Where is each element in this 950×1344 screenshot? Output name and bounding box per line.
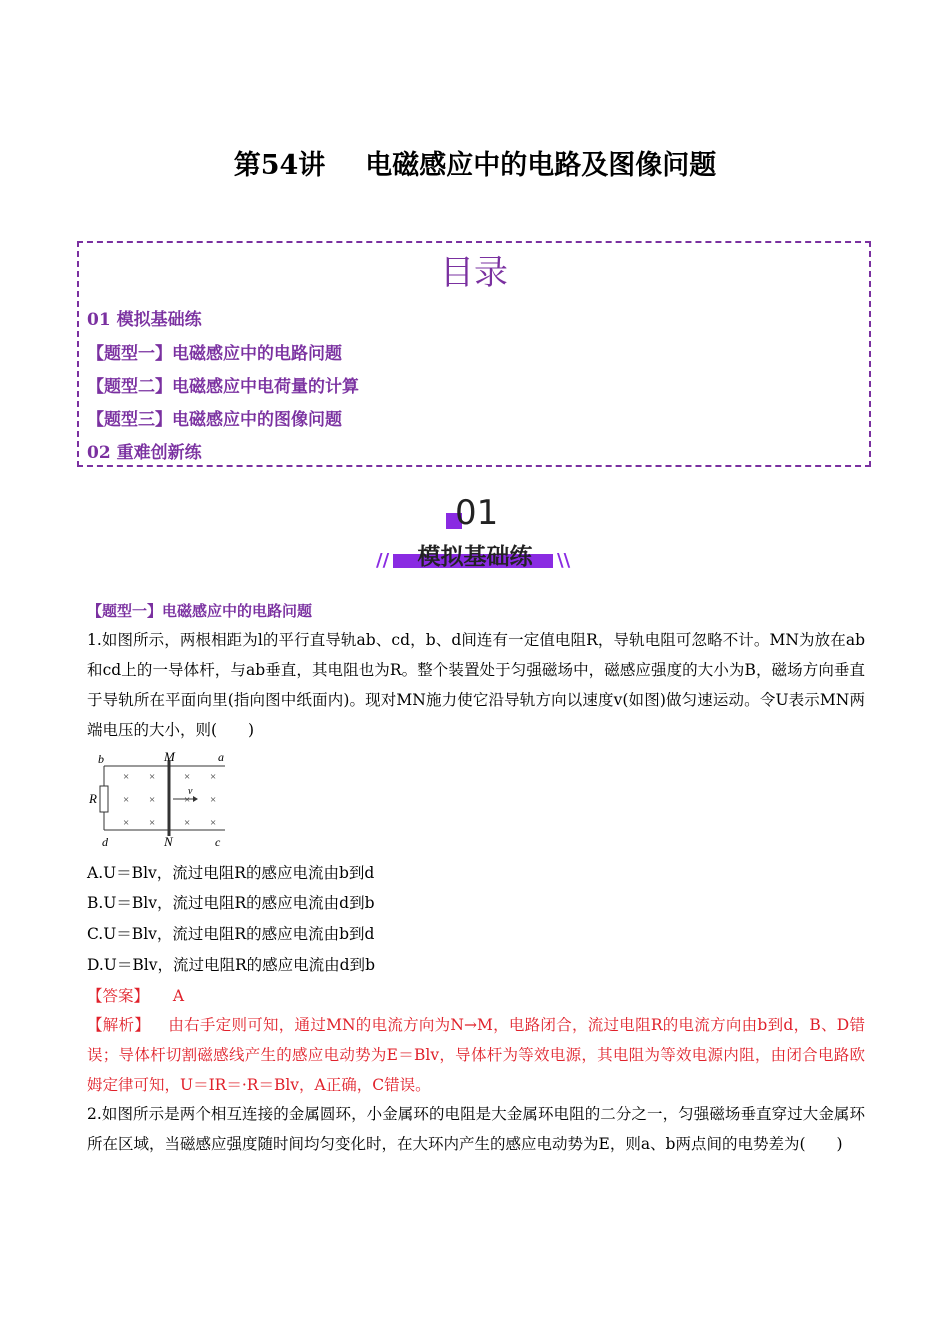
svg-text:×: × — [123, 771, 130, 783]
badge-title: 模拟基础练 — [417, 544, 533, 570]
option-c[interactable]: C.U＝Blv，流过电阻R的感应电流由b到d — [87, 925, 375, 943]
question-2-stem: 2.如图所示是两个相互连接的金属圆环，小金属环的电阻是大金属环电阻的二分之一，匀强磁场垂直穿过大金属环所在区域，当磁感应强度随时间均匀变化时，在大环内产生的感应电动势为E，则a、b两点间的电势差为( ) — [87, 1105, 865, 1153]
toc-item[interactable]: 02 重难创新练 — [87, 443, 202, 463]
analysis-text: 由右手定则可知，通过MN的电流方向为N→M，电路闭合，流过电阻R的电流方向由b到d，B、D错误；导体杆切割磁感线产生的感应电动势为E＝Blv，导体杆为等效电源，其电阻为等效电源内阻，由闭合电路欧姆定律可知，U＝IR＝·R＝Blv，A正确，C错误。 — [87, 1016, 865, 1094]
option-a[interactable]: A.U＝Blv，流过电阻R的感应电流由b到d — [87, 864, 375, 882]
svg-text:×: × — [184, 817, 191, 829]
toc-item[interactable]: 【题型二】电磁感应中电荷量的计算 — [87, 377, 359, 397]
svg-text:×: × — [184, 794, 191, 806]
section-heading: 【题型一】电磁感应中的电路问题 — [87, 602, 313, 620]
option-b[interactable]: B.U＝Blv，流过电阻R的感应电流由d到b — [87, 894, 375, 912]
figure-label-c: c — [215, 835, 221, 849]
figure-label-v: v — [188, 786, 193, 797]
svg-text:×: × — [149, 794, 156, 806]
svg-text:×: × — [123, 817, 130, 829]
table-of-contents — [77, 241, 871, 467]
figure-label-R: R — [89, 791, 97, 806]
svg-text:×: × — [149, 771, 156, 783]
svg-text:×: × — [210, 817, 217, 829]
answer-row — [87, 984, 184, 1006]
answer-value: A — [172, 987, 185, 1005]
svg-text:×: × — [149, 817, 156, 829]
option-d[interactable]: D.U＝Blv，流过电阻R的感应电流由d到b — [87, 956, 375, 974]
circuit-figure — [87, 748, 237, 850]
badge-left-mark: // — [376, 550, 390, 571]
figure-label-d: d — [102, 835, 108, 849]
toc-heading: 目录 — [440, 253, 508, 293]
analysis-block — [87, 1010, 865, 1100]
badge-right-mark: \\ — [557, 550, 571, 571]
svg-text:×: × — [123, 794, 130, 806]
toc-item[interactable]: 01 模拟基础练 — [87, 310, 202, 330]
figure-label-b: b — [98, 752, 104, 766]
figure-label-a: a — [218, 750, 224, 764]
svg-text:×: × — [210, 771, 217, 783]
svg-text:×: × — [184, 771, 191, 783]
figure-label-M: M — [164, 749, 175, 764]
analysis-label: 【解析】 — [87, 1016, 151, 1034]
toc-item[interactable]: 【题型三】电磁感应中的图像问题 — [87, 410, 342, 430]
badge-number: 01 — [455, 493, 499, 533]
svg-text:×: × — [210, 794, 217, 806]
toc-item[interactable]: 【题型一】电磁感应中的电路问题 — [87, 344, 342, 364]
question-1-stem: 1.如图所示，两根相距为l的平行直导轨ab、cd，b、d间连有一定值电阻R，导轨电阻可忽略不计。MN为放在ab和cd上的一导体杆，与ab垂直，其电阻也为R。整个装置处于匀强磁场中，磁感应强度的大小为B，磁场方向垂直于导轨所在平面向里(指向图中纸面内)。现对MN施力使它沿导轨方向以速度v(如图)做匀速运动。令U表示MN两端电压的大小，则( ) — [87, 631, 865, 739]
answer-label: 【答案】 — [87, 987, 150, 1005]
page-title — [0, 143, 950, 182]
figure-label-N: N — [164, 834, 173, 849]
title-topic: 电磁感应中的电路及图像问题 — [365, 150, 717, 181]
title-lecture: 第54讲 — [233, 150, 326, 181]
